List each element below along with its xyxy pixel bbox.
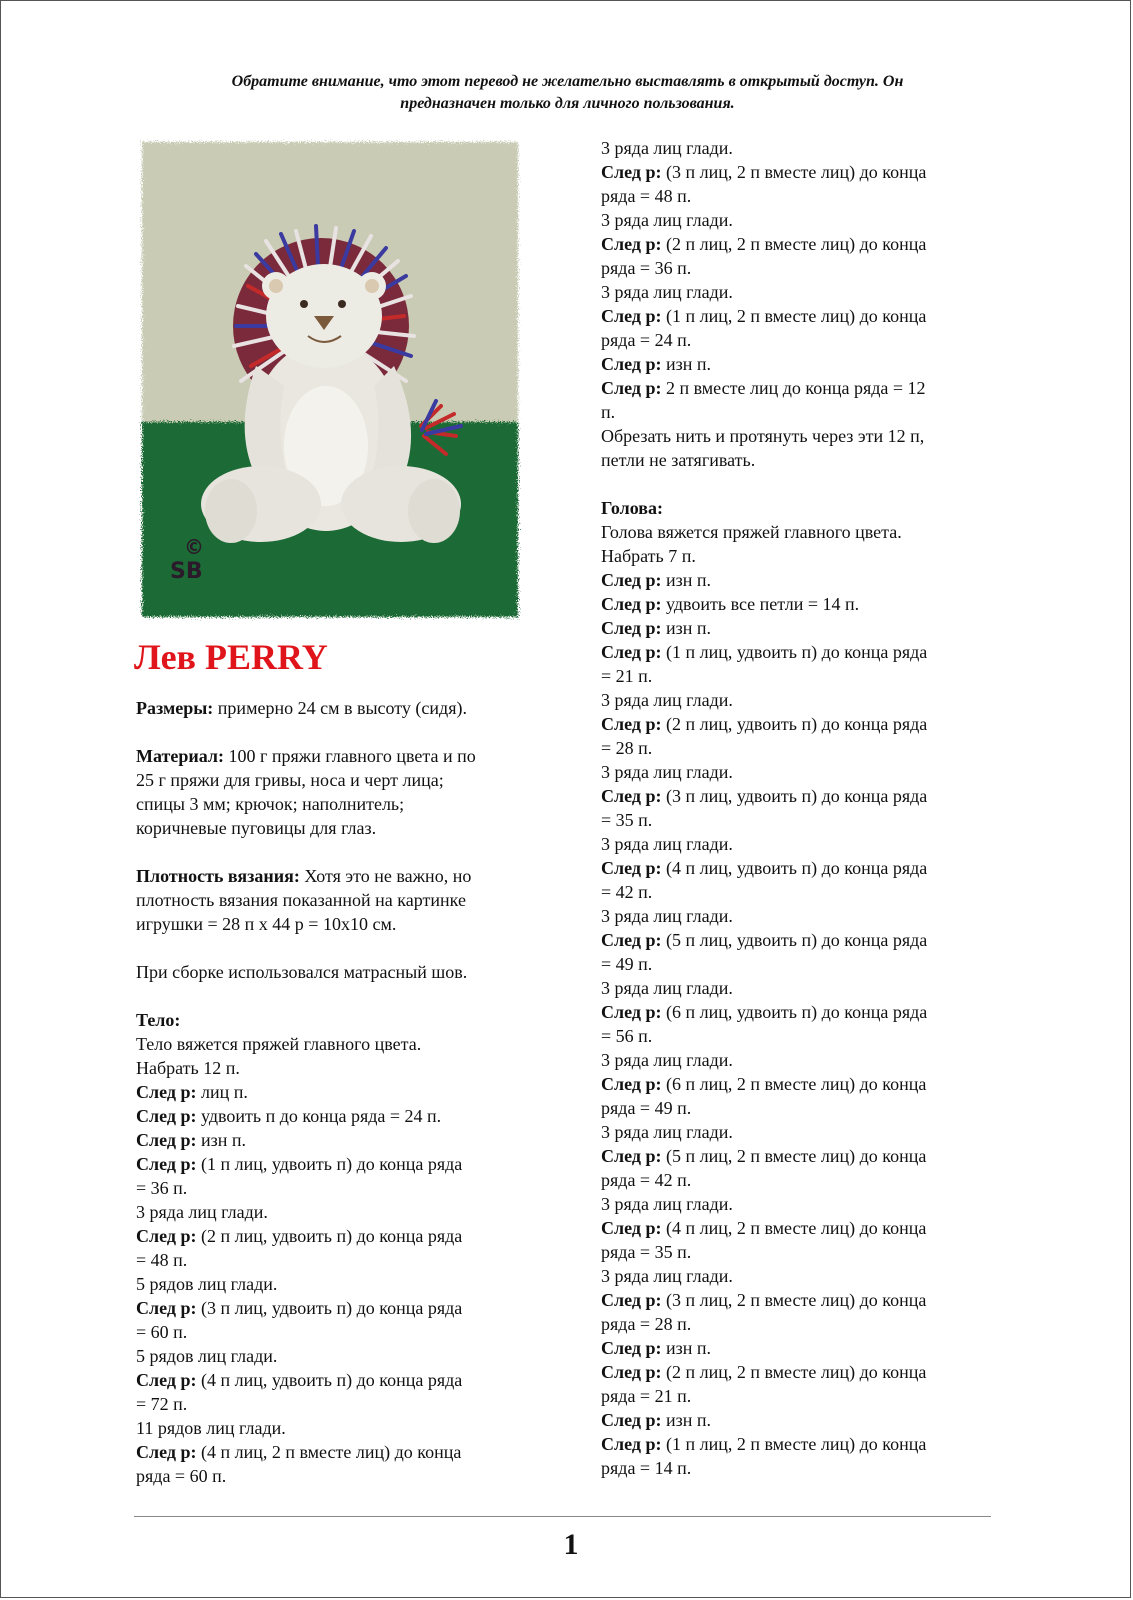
row-label: След р: <box>601 378 662 398</box>
instruction-row <box>601 352 1001 376</box>
instruction-line: 3 ряда лиц глади. <box>601 1266 733 1286</box>
row-continuation: ряда = 42 п. <box>601 1170 692 1190</box>
instruction-line: 3 ряда лиц глади. <box>601 282 733 302</box>
row-label: След р: <box>601 1290 662 1310</box>
row-label: След р: <box>601 858 662 878</box>
sizes-text: примерно 24 см в высоту (сидя). <box>213 698 467 718</box>
instruction-row <box>601 592 1001 616</box>
body-instructions-continued <box>601 136 1001 472</box>
row-text: (3 п лиц, 2 п вместе лиц) до конца <box>661 162 927 182</box>
row-continuation: = 49 п. <box>601 954 653 974</box>
row-label: След р: <box>136 1082 197 1102</box>
head-intro-1: Голова вяжется пряжей главного цвета. <box>601 522 902 542</box>
head-instructions <box>601 568 1001 1480</box>
instruction-row <box>136 1296 556 1320</box>
right-column <box>601 136 1001 1480</box>
row-text: изн п. <box>196 1130 246 1150</box>
gauge-line-3: игрушки = 28 п х 44 р = 10х10 см. <box>136 914 397 934</box>
instruction-row <box>601 784 1001 808</box>
watermark-initials: SB <box>170 559 203 584</box>
row-label: След р: <box>601 1338 662 1358</box>
row-continuation: = 21 п. <box>601 666 653 686</box>
instruction-row <box>136 1104 556 1128</box>
row-continuation: = 35 п. <box>601 810 653 830</box>
row-text: (3 п лиц, удвоить п) до конца ряда <box>661 786 928 806</box>
sizes-label: Размеры: <box>136 698 214 718</box>
body-instructions <box>136 1080 556 1488</box>
row-text: (1 п лиц, удвоить п) до конца ряда <box>661 642 928 662</box>
instruction-row <box>136 1128 556 1152</box>
row-label: След р: <box>601 642 662 662</box>
instruction-row <box>601 1144 1001 1168</box>
material-text: 100 г пряжи главного цвета и по <box>224 746 476 766</box>
instruction-row <box>601 928 1001 952</box>
instruction-row <box>601 376 1001 400</box>
row-continuation: ряда = 24 п. <box>601 330 692 350</box>
row-label: След р: <box>601 306 662 326</box>
left-column <box>136 696 556 1488</box>
row-continuation: = 56 п. <box>601 1026 653 1046</box>
row-label: След р: <box>601 930 662 950</box>
row-label: След р: <box>601 1002 662 1022</box>
row-label: След р: <box>136 1106 197 1126</box>
notice-line-1: Обратите внимание, что этот перевод не желательно выставлять в открытый доступ. Он <box>231 73 904 90</box>
instruction-row <box>601 568 1001 592</box>
instruction-row <box>601 160 1001 184</box>
row-text: изн п. <box>661 354 711 374</box>
row-text: (1 п лиц, 2 п вместе лиц) до конца <box>661 306 927 326</box>
row-label: След р: <box>601 1362 662 1382</box>
row-label: След р: <box>601 786 662 806</box>
instruction-row <box>136 1440 556 1464</box>
row-label: След р: <box>136 1370 197 1390</box>
instruction-row <box>601 1432 1001 1456</box>
row-label: След р: <box>136 1130 197 1150</box>
row-text: (4 п лиц, 2 п вместе лиц) до конца <box>661 1218 927 1238</box>
row-label: След р: <box>601 1146 662 1166</box>
instruction-line: 11 рядов лиц глади. <box>136 1418 286 1438</box>
row-text: изн п. <box>661 1338 711 1358</box>
instruction-line: 5 рядов лиц глади. <box>136 1346 278 1366</box>
body-intro-2: Набрать 12 п. <box>136 1058 240 1078</box>
instruction-line: 3 ряда лиц глади. <box>601 1122 733 1142</box>
instruction-row <box>601 1408 1001 1432</box>
privacy-notice <box>101 71 1034 115</box>
instruction-line: 3 ряда лиц глади. <box>601 138 733 158</box>
notice-line-2: предназначен только для личного пользования. <box>400 95 735 112</box>
row-label: След р: <box>601 1218 662 1238</box>
row-text: изн п. <box>661 618 711 638</box>
row-text: (2 п лиц, 2 п вместе лиц) до конца <box>661 1362 927 1382</box>
instruction-row <box>136 1224 556 1248</box>
gauge-text: Хотя это не важно, но <box>299 866 472 886</box>
row-continuation: ряда = 48 п. <box>601 186 692 206</box>
gauge-label: Плотность вязания: <box>136 866 300 886</box>
row-text: удвоить п до конца ряда = 24 п. <box>196 1106 442 1126</box>
material-label: Материал: <box>136 746 224 766</box>
row-continuation: ряда = 49 п. <box>601 1098 692 1118</box>
row-label: След р: <box>601 618 662 638</box>
instruction-line: 3 ряда лиц глади. <box>601 978 733 998</box>
footer-divider <box>134 1516 991 1517</box>
instruction-row <box>601 1288 1001 1312</box>
row-label: След р: <box>601 594 662 614</box>
instruction-row <box>601 1360 1001 1384</box>
row-text: (3 п лиц, 2 п вместе лиц) до конца <box>661 1290 927 1310</box>
instruction-row <box>601 304 1001 328</box>
row-text: 2 п вместе лиц до конца ряда = 12 <box>661 378 926 398</box>
row-label: След р: <box>601 234 662 254</box>
row-continuation: = 48 п. <box>136 1250 188 1270</box>
body-intro-1: Тело вяжется пряжей главного цвета. <box>136 1034 422 1054</box>
row-continuation: ряда = 28 п. <box>601 1314 692 1334</box>
material-line-3: спицы 3 мм; крючок; наполнитель; <box>136 794 405 814</box>
row-text: (5 п лиц, удвоить п) до конца ряда <box>661 930 928 950</box>
row-text: (6 п лиц, удвоить п) до конца ряда <box>661 1002 928 1022</box>
row-continuation: ряда = 21 п. <box>601 1386 692 1406</box>
row-text: (4 п лиц, удвоить п) до конца ряда <box>661 858 928 878</box>
row-continuation: = 60 п. <box>136 1322 188 1342</box>
instruction-row <box>601 640 1001 664</box>
instruction-row <box>601 1336 1001 1360</box>
row-continuation: п. <box>601 402 616 422</box>
instruction-row <box>136 1368 556 1392</box>
instruction-line: петли не затягивать. <box>601 450 756 470</box>
body-section-heading: Тело: <box>136 1010 181 1030</box>
instruction-line: 5 рядов лиц глади. <box>136 1274 278 1294</box>
row-label: След р: <box>136 1226 197 1246</box>
material-line-2: 25 г пряжи для гривы, носа и черт лица; <box>136 770 444 790</box>
head-section-heading: Голова: <box>601 498 663 518</box>
row-label: След р: <box>601 714 662 734</box>
row-text: (2 п лиц, 2 п вместе лиц) до конца <box>661 234 927 254</box>
row-label: След р: <box>601 1074 662 1094</box>
instruction-row <box>601 1000 1001 1024</box>
instruction-line: 3 ряда лиц глади. <box>601 834 733 854</box>
row-continuation: ряда = 35 п. <box>601 1242 692 1262</box>
instruction-line: 3 ряда лиц глади. <box>136 1202 268 1222</box>
instruction-row <box>601 856 1001 880</box>
row-text: (4 п лиц, 2 п вместе лиц) до конца <box>196 1442 462 1462</box>
row-text: (1 п лиц, 2 п вместе лиц) до конца <box>661 1434 927 1454</box>
row-text: (1 п лиц, удвоить п) до конца ряда <box>196 1154 463 1174</box>
row-label: След р: <box>601 354 662 374</box>
instruction-row <box>601 712 1001 736</box>
material-line-4: коричневые пуговицы для глаз. <box>136 818 377 838</box>
row-continuation: = 42 п. <box>601 882 653 902</box>
row-label: След р: <box>601 1410 662 1430</box>
instruction-row <box>601 1072 1001 1096</box>
row-text: (5 п лиц, 2 п вместе лиц) до конца <box>661 1146 927 1166</box>
row-continuation: = 36 п. <box>136 1178 188 1198</box>
row-text: (2 п лиц, удвоить п) до конца ряда <box>196 1226 463 1246</box>
instruction-row <box>136 1080 556 1104</box>
row-continuation: ряда = 36 п. <box>601 258 692 278</box>
instruction-line: 3 ряда лиц глади. <box>601 1194 733 1214</box>
instruction-line: 3 ряда лиц глади. <box>601 690 733 710</box>
seam-note: При сборке использовался матрасный шов. <box>136 962 468 982</box>
instruction-line: 3 ряда лиц глади. <box>601 762 733 782</box>
instruction-row <box>601 1216 1001 1240</box>
gauge-line-2: плотность вязания показанной на картинке <box>136 890 466 910</box>
instruction-row <box>601 232 1001 256</box>
pattern-title: Лев PERRY <box>134 637 328 677</box>
lion-toy-image <box>136 136 524 623</box>
instruction-line: 3 ряда лиц глади. <box>601 1050 733 1070</box>
row-label: След р: <box>136 1442 197 1462</box>
instruction-row <box>601 616 1001 640</box>
row-continuation: = 72 п. <box>136 1394 188 1414</box>
row-text: (2 п лиц, удвоить п) до конца ряда <box>661 714 928 734</box>
instruction-row <box>136 1152 556 1176</box>
row-label: След р: <box>136 1154 197 1174</box>
lion-photo <box>136 136 524 623</box>
row-label: След р: <box>136 1298 197 1318</box>
row-text: изн п. <box>661 1410 711 1430</box>
watermark-copyright: © <box>184 535 204 559</box>
head-intro-2: Набрать 7 п. <box>601 546 696 566</box>
row-text: (6 п лиц, 2 п вместе лиц) до конца <box>661 1074 927 1094</box>
row-continuation: ряда = 60 п. <box>136 1466 227 1486</box>
row-text: (4 п лиц, удвоить п) до конца ряда <box>196 1370 463 1390</box>
row-text: изн п. <box>661 570 711 590</box>
instruction-line: 3 ряда лиц глади. <box>601 906 733 926</box>
row-text: (3 п лиц, удвоить п) до конца ряда <box>196 1298 463 1318</box>
row-label: След р: <box>601 162 662 182</box>
instruction-line: Обрезать нить и протянуть через эти 12 п, <box>601 426 925 446</box>
row-continuation: = 28 п. <box>601 738 653 758</box>
row-label: След р: <box>601 1434 662 1454</box>
row-text: лиц п. <box>196 1082 248 1102</box>
page-number: 1 <box>563 1528 579 1561</box>
row-continuation: ряда = 14 п. <box>601 1458 692 1478</box>
row-text: удвоить все петли = 14 п. <box>661 594 860 614</box>
row-label: След р: <box>601 570 662 590</box>
instruction-line: 3 ряда лиц глади. <box>601 210 733 230</box>
